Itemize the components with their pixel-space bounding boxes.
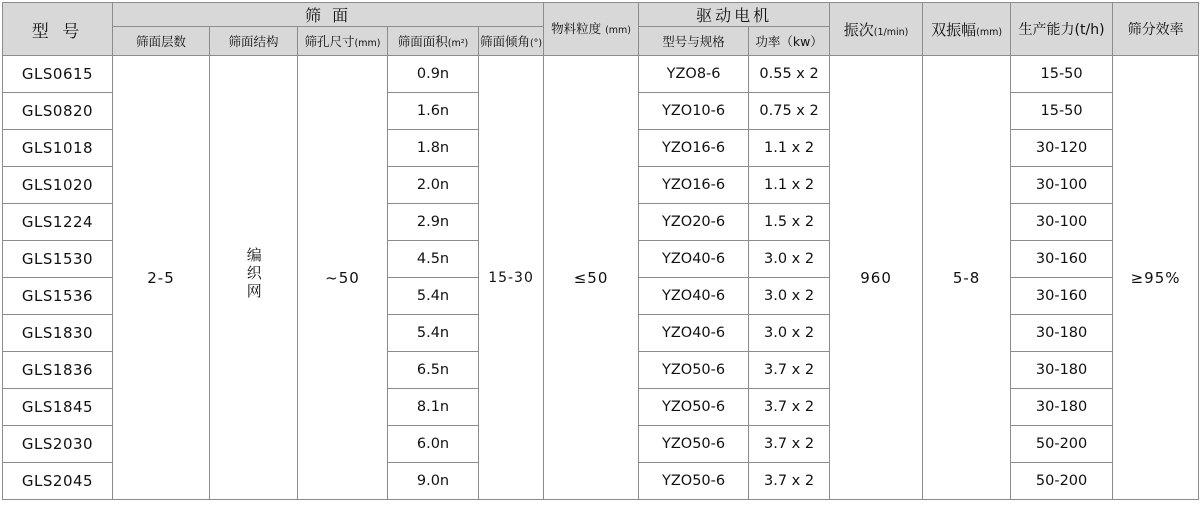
header-screen-angle-unit: (°) <box>529 38 543 49</box>
cell-motor-power: 3.7 x 2 <box>749 389 830 426</box>
cell-screen-area: 2.9n <box>388 204 479 241</box>
header-mesh-size <box>298 27 388 56</box>
cell-capacity: 30-100 <box>1011 167 1113 204</box>
cell-capacity: 50-200 <box>1011 463 1113 500</box>
table-row <box>3 56 1199 93</box>
cell-model: GLS1020 <box>3 167 113 204</box>
header-screen-angle <box>479 27 544 56</box>
cell-motor-model: YZO16-6 <box>639 167 749 204</box>
header-screen-layers: 筛面层数 <box>113 27 210 56</box>
header-capacity: 生产能力(t/h) <box>1011 3 1113 56</box>
cell-screen-layers: 2-5 <box>113 56 210 500</box>
cell-motor-model: YZO20-6 <box>639 204 749 241</box>
cell-capacity: 30-160 <box>1011 278 1113 315</box>
cell-model: GLS1224 <box>3 204 113 241</box>
cell-model: GLS0615 <box>3 56 113 93</box>
header-double-amplitude-unit: (mm) <box>976 26 1003 38</box>
cell-motor-power: 0.75 x 2 <box>749 93 830 130</box>
header-model: 型 号 <box>3 3 113 56</box>
cell-screen-area: 5.4n <box>388 278 479 315</box>
cell-screen-area: 5.4n <box>388 315 479 352</box>
cell-motor-model: YZO8-6 <box>639 56 749 93</box>
cell-capacity: 30-160 <box>1011 241 1113 278</box>
cell-model: GLS1836 <box>3 352 113 389</box>
cell-motor-model: YZO50-6 <box>639 352 749 389</box>
cell-vibration-frequency: 960 <box>830 56 923 500</box>
cell-motor-model: YZO40-6 <box>639 315 749 352</box>
cell-model: GLS1830 <box>3 315 113 352</box>
cell-screen-area: 0.9n <box>388 56 479 93</box>
header-material-granularity-label: 物料粒度 <box>551 21 602 37</box>
cell-model: GLS2030 <box>3 426 113 463</box>
header-motor-group: 驱动电机 <box>639 3 830 27</box>
cell-capacity: 30-120 <box>1011 130 1113 167</box>
header-double-amplitude <box>923 3 1011 56</box>
cell-mesh-size: ~50 <box>298 56 388 500</box>
table-header <box>3 3 1199 56</box>
cell-motor-model: YZO40-6 <box>639 278 749 315</box>
cell-model: GLS1845 <box>3 389 113 426</box>
header-vibration-frequency-label: 振次 <box>843 20 874 39</box>
cell-motor-power: 3.7 x 2 <box>749 463 830 500</box>
cell-screen-structure-text: 编织网 <box>244 247 263 302</box>
cell-motor-model: YZO50-6 <box>639 426 749 463</box>
cell-motor-power: 3.0 x 2 <box>749 315 830 352</box>
cell-motor-power: 3.0 x 2 <box>749 241 830 278</box>
header-material-granularity-unit: (mm) <box>605 25 632 37</box>
header-screen-area-label: 筛面面积 <box>397 34 448 49</box>
cell-screen-area: 4.5n <box>388 241 479 278</box>
header-vibration-frequency <box>830 3 923 56</box>
cell-screen-area: 2.0n <box>388 167 479 204</box>
cell-capacity: 30-100 <box>1011 204 1113 241</box>
header-efficiency: 筛分效率 <box>1113 3 1199 56</box>
cell-motor-model: YZO40-6 <box>639 241 749 278</box>
header-screen-structure: 筛面结构 <box>210 27 298 56</box>
cell-motor-power: 3.0 x 2 <box>749 278 830 315</box>
header-mesh-size-label: 筛孔尺寸 <box>304 34 355 49</box>
cell-screen-area: 8.1n <box>388 389 479 426</box>
header-screen-area <box>388 27 479 56</box>
cell-screen-area: 1.8n <box>388 130 479 167</box>
header-material-granularity <box>544 3 639 56</box>
cell-model: GLS1536 <box>3 278 113 315</box>
table-body <box>3 56 1199 500</box>
cell-screen-area: 6.5n <box>388 352 479 389</box>
cell-motor-power: 1.1 x 2 <box>749 167 830 204</box>
cell-screen-area: 9.0n <box>388 463 479 500</box>
cell-screen-angle: 15-30 <box>479 56 544 500</box>
header-row-1 <box>3 3 1199 27</box>
header-vibration-frequency-unit: (1/min) <box>873 26 909 38</box>
cell-capacity: 30-180 <box>1011 389 1113 426</box>
cell-screen-structure <box>210 56 298 500</box>
cell-motor-model: YZO50-6 <box>639 463 749 500</box>
cell-double-amplitude: 5-8 <box>923 56 1011 500</box>
cell-motor-power: 3.7 x 2 <box>749 352 830 389</box>
cell-screen-area: 1.6n <box>388 93 479 130</box>
cell-motor-model: YZO10-6 <box>639 93 749 130</box>
cell-motor-power: 1.5 x 2 <box>749 204 830 241</box>
cell-capacity: 15-50 <box>1011 93 1113 130</box>
cell-efficiency: ≥95% <box>1113 56 1199 500</box>
cell-motor-power: 1.1 x 2 <box>749 130 830 167</box>
cell-screen-area: 6.0n <box>388 426 479 463</box>
cell-capacity: 30-180 <box>1011 315 1113 352</box>
header-mesh-size-unit: (mm) <box>354 38 381 49</box>
specification-table <box>2 2 1199 500</box>
header-motor-model: 型号与规格 <box>639 27 749 56</box>
cell-capacity: 30-180 <box>1011 352 1113 389</box>
cell-model: GLS1018 <box>3 130 113 167</box>
cell-model: GLS2045 <box>3 463 113 500</box>
cell-model: GLS0820 <box>3 93 113 130</box>
header-screen-area-unit: (m²) <box>447 38 469 49</box>
header-screen-surface-group: 筛 面 <box>113 3 544 27</box>
header-double-amplitude-label: 双振幅 <box>931 20 977 39</box>
cell-motor-model: YZO16-6 <box>639 130 749 167</box>
cell-capacity: 15-50 <box>1011 56 1113 93</box>
header-motor-power: 功率（kw） <box>749 27 830 56</box>
cell-motor-power: 0.55 x 2 <box>749 56 830 93</box>
cell-motor-model: YZO50-6 <box>639 389 749 426</box>
cell-capacity: 50-200 <box>1011 426 1113 463</box>
header-screen-angle-label: 筛面倾角 <box>479 34 530 49</box>
cell-material-granularity: ≤50 <box>544 56 639 500</box>
cell-motor-power: 3.7 x 2 <box>749 426 830 463</box>
cell-model: GLS1530 <box>3 241 113 278</box>
